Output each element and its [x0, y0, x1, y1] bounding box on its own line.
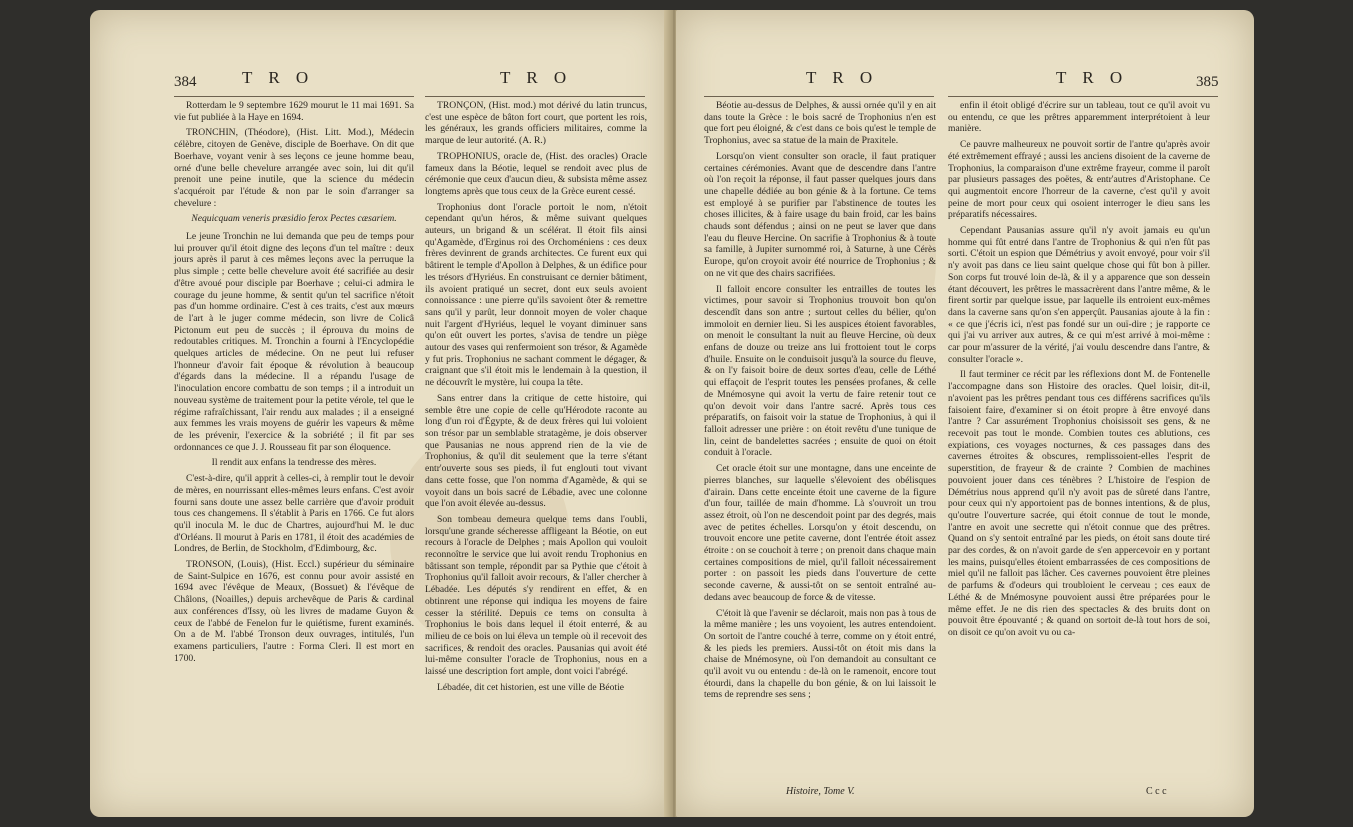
- paragraph: C'étoit là que l'avenir se déclaroit, mais non pas à tous de la même manière ; les uns voyoient, les autres entendoient. On sortoit de l'antre couché à terre, comme on y étoit entré, & les pieds les premiers. Aussi-tôt on étoit mis dans la chaise de Mnémosyne, où l'on demandoit au consultant ce qu'il avoit vu ou entendu : de-là on le ramenoit, encore tout étourdi, dans la chapelle du bon génie, & on lui laissoit le tems de reprendre ses sens ;: [704, 607, 936, 701]
- paragraph: Il faut terminer ce récit par les réflexions dont M. de Fontenelle l'accompagne dans son Histoire des oracles. Quel loisir, dit-il, n'avoient pas les prêtres pendant tous ces différens sacrifices qu'ils faisoient faire, d'examiner si on étoit propre à être envoyé dans l'antre ? Car assurément Trophonius choisissoit ses gens, & ne recevoit pas tout le monde. Combien toutes ces ablutions, ces expiations, ces voyages nocturnes, & ces passages dans des cavernes étroites & obscures, remplissoient-elles l'esprit de superstition, de frayeur & de crainte ? Combien de machines pouvoient jouer dans ces ténèbres ? L'histoire de l'espion de Démétrius nous apprend qu'il n'y avoit pas de sûreté dans l'antre, pour ceux qui n'y apportoient pas de bonnes intentions, & de plus, qu'outre l'ouverture sacrée, qui étoit connue de tout le monde, l'antre en avoit une secrette qui n'étoit connue que des prêtres. Quand on s'y sentoit entraîné par les pieds, on étoit sans doute tiré par des cordes, & on n'avoit garde de s'en appercevoir en y portant les mains, puisqu'elles étoient embarrassées de ces compositions de miel qu'il ne falloit pas lâcher. Ces cavernes pouvoient être pleines de parfums & d'odeurs qui troubloient le cerveau ; ces eaux de Léthé & de Mnémosyne pouvoient aussi être préparées pour le même effet. Je ne dis rien des spectacles & des bruits dont on pouvoit être épouvanté ; & quand on sortoit de-là tout hors de soi, on disoit ce qu'on avoit vu ou ca-: [948, 369, 1210, 638]
- paragraph: Cet oracle étoit sur une montagne, dans une enceinte de pierres blanches, sur laquelle s'élevoient des obélisques d'airain. Dans cette enceinte étoit une caverne de la figure d'un four, taillée de main d'homme. Là s'ouvroit un trou assez étroit, où l'on ne descendoit point par des degrés, mais avec de petites échelles. Lorsqu'on y étoit descendu, on trouvoit encore une petite caverne, dont l'entrée étoit assez étroite : on se couchoit à terre ; on prenoit dans chaque main certaines compositions de miel, qu'il falloit nécessairement porter : on passoit les pieds dans l'ouverture de cette seconde caverne, & aussi-tôt on se sentoit entraîné au-dedans avec beaucoup de force & de vitesse.: [704, 463, 936, 603]
- paragraph: Son tombeau demeura quelque tems dans l'oubli, lorsqu'une grande sécheresse affligeant la Béotie, on eut recours à l'oracle de Delphes ; mais Apollon qui vouloit reconnoître le service que lui avoit rendu Trophonius en bâtissant son temple, répondit par sa Pythie que c'étoit à Trophonius qu'il falloit avoir recours, & l'aller chercher à Lébadée. Les députés s'y rendirent en effet, & en obtinrent une réponse qui indiqua les moyens de faire cesser la stérilité. Depuis ce tems on consulta à Trophonius le bois dans lequel il étoit enterré, & au milieu de ce bois on lui éleva un temple où il recevoit des sacrifices, & rendoit des oracles. Pausanias qui avoit été lui-même consulter l'oracle de Trophonius, nous en a laissé une description fort ample, dont voici l'abrégé.: [425, 513, 647, 678]
- left-column-2: [425, 100, 647, 697]
- signature-title: Histoire, Tome V.: [786, 786, 855, 797]
- paragraph: enfin il étoit obligé d'écrire sur un tableau, tout ce qu'il avoit vu ou entendu, ce que les prêtres apparemment interprétoient à leur manière.: [948, 100, 1210, 135]
- paragraph: Il falloit encore consulter les entrailles de toutes les victimes, pour savoir si Trophonius trouvoit bon qu'on descendît dans son antre ; surtout celles du bélier, qu'on immoloit en dernier lieu. Si les auspices étoient favorables, on menoit le consultant la nuit au fleuve Hercine, où deux enfans de douze ou treize ans lui frottoient tout le corps d'huile. Ensuite on le conduisoit jusqu'à la source du fleuve, & on l'y faisoit boire de deux sortes d'eau, celle de Léthé qui effaçoit de l'esprit toutes les pensées profanes, & celle de Mnémosyne qui avoit la vertu de faire retenir tout ce qu'on devoit voir dans l'antre sacré. Après tous ces préparatifs, on faisoit voir la statue de Trophonius, à qui il falloit adresser une prière : on étoit revêtu d'une tunique de lin, ceint de bandelettes sacrées ; ensuite de quoi on étoit conduit à l'oracle.: [704, 283, 936, 459]
- right-column-1: [704, 100, 936, 705]
- header-rule: [704, 96, 934, 97]
- left-folio: 384: [174, 74, 197, 90]
- left-header-1: T R O: [242, 68, 315, 87]
- left-page: [90, 10, 670, 817]
- right-header-1: T R O: [806, 68, 879, 87]
- paragraph: Béotie au-dessus de Delphes, & aussi ornée qu'il y en ait dans toute la Grèce : le bois sacré de Trophonius n'en est que fort peu éloigné, & c'est dans ce bois qu'est le temple de Trophonius, avec sa statue de la main de Praxitele.: [704, 100, 936, 147]
- paragraph: TRONÇON, (Hist. mod.) mot dérivé du latin truncus, c'est une espèce de bâton fort court, que portent les rois, les généraux, les grands officiers militaires, comme la marque de leur autorité. (A. R.): [425, 100, 647, 147]
- left-column-1: [174, 100, 414, 668]
- latin-quote: Nequicquam veneris præsidio ferox Pectes cæsariem.: [191, 213, 397, 225]
- paragraph: Ce pauvre malheureux ne pouvoit sortir de l'antre qu'après avoir été extrêmement effrayé ; aussi les anciens disoient de la caverne de Trophonius, la comparaison d'une extrême frayeur, comme il paroît par plusieurs passages des poëtes, & entr'autres d'Aristophane. Ce qui augmentoit encore l'horreur de la caverne, c'est qu'il y avoit peine de mort pour ceux qui osoient interroger le dieu sans les préparatifs nécessaires.: [948, 139, 1210, 221]
- paragraph: Le jeune Tronchin ne lui demanda que peu de temps pour lui prouver qu'il étoit digne des leçons d'un tel maître : deux jours après il parut à ces mêmes leçons avec la perruque la plus simple ; cette belle chevelure avoit été sacrifiée au desir d'être avoué pour disciple par Boerhave ; celui-ci admira le courage du jeune homme, & sentit qu'un tel sacrifice n'étoit pas d'un homme ordinaire. C'est à ces traits, c'est aux mœurs de l'art à le juger comme médecin, son livre de Colicâ Pictonum eut peu de succès ; il éprouva du moins de redoutables critiques. M. Tronchin a fourni à l'Encyclopédie quelques articles de médecine. On ne peut lui refuser l'honneur d'avoir fait époque & révolution à beaucoup d'égards dans la médecine. Il a répandu l'usage de l'inoculation encore combattu de son temps ; il a introduit un nouveau système de traitement pour la petite vérole, tel que le régime rafraîchissant, l'air rendu aux malades ; il a enseigné aux femmes les vrais moyens de guérir les vapeurs & même de les prévenir, l'exercice & la sobriété ; il fit par ses ordonnances ce que J. J. Rousseau fit par son éloquence.: [174, 231, 414, 453]
- signature-mark: C c c: [1146, 786, 1167, 797]
- paragraph: Rotterdam le 9 septembre 1629 mourut le 11 mai 1691. Sa vie fut publiée à la Haye en 1694.: [174, 100, 414, 123]
- paragraph: Il rendit aux enfans la tendresse des mères.: [211, 457, 377, 469]
- paragraph: Lorsqu'on vient consulter son oracle, il faut pratiquer certaines cérémonies. Avant que de descendre dans l'antre où l'on reçoit la réponse, il faut passer quelques jours dans une chapelle dédiée au bon génie & à la fortune. Ce tems est employé à se purifier par l'abstinence de toutes les choses illicites, & à faire usage du bain froid, car les bains chauds sont défendus ; ainsi on ne peut se laver que dans l'eau du fleuve Hercine. On sacrifie à Trophonius & à toute sa famille, à Jupiter surnommé roi, à Saturne, à une Cérès Europe, qu'on croyoit avoir été nourrice de Trophonius ; & on ne vit que des chairs sacrifiées.: [704, 150, 936, 279]
- right-folio: 385: [1196, 74, 1219, 90]
- left-header-2: T R O: [500, 68, 573, 87]
- paragraph: TROPHONIUS, oracle de, (Hist. des oracles) Oracle fameux dans la Béotie, lequel se rendoit avec plus de cérémonie que ceux d'aucun dieu, & subsista même assez longtems après que tous ceux de la Grèce eurent cessé.: [425, 150, 647, 197]
- header-rule: [948, 96, 1218, 97]
- paragraph: C'est-à-dire, qu'il apprit à celles-ci, à remplir tout le devoir de mères, en nourrissant elles-mêmes leurs enfans. C'est avoir fourni sans doute une assez belle carrière que d'avoir produit tous ces changemens. Il s'établit à Paris en 1766. Ce fut alors qu'il inocula M. le duc de Chartres, aujourd'hui M. le duc d'Orléans. Il mourut à Paris en 1781, il étoit des académies de Londres, de Berlin, de Stockholm, d'Edimbourg, &c.: [174, 473, 414, 555]
- right-header-2: T R O: [1056, 68, 1129, 87]
- paragraph: Cependant Pausanias assure qu'il n'y avoit jamais eu qu'un homme qui fût entré dans l'antre de Trophonius & qui n'en fût pas sorti. C'étoit un espion que Démétrius y avoit envoyé, pour voir s'il n'y avoit pas dans ce lieu saint quelque chose qui fût bon à piller. Son corps fut trouvé loin de-là, & il y a apparence que son dessein étant découvert, les prêtres le massacrèrent dans l'antre même, & le firent sortir par quelque issue, par laquelle ils entroient eux-mêmes dans la caverne sans qu'on s'en apperçût. Pausanias ajoute à la fin : « ce que j'écris ici, n'est pas fondé sur un ouï-dire ; je rapporte ce qui j'ai vu arriver aux autres, & ce qui m'est arrivé à moi-même : car pour m'assurer de la vérité, j'ai voulu descendre dans l'antre, & consulter l'oracle ».: [948, 225, 1210, 365]
- paragraph: TRONCHIN, (Théodore), (Hist. Litt. Mod.), Médecin célèbre, citoyen de Genève, disciple de Boerhave. On dit que Boerhave, voyant venir à ses leçons ce jeune homme beau, orné d'une belle chevelure arrangée avec soin, lui dit qu'il prenoit une peine inutile, que la science du médecin s'acquéroit par l'étude & non par le soin d'arranger sa chevelure :: [174, 127, 414, 209]
- header-rule: [425, 96, 645, 97]
- paragraph: Sans entrer dans la critique de cette histoire, qui semble être une copie de celle qu'Hérodote raconte au long d'un roi d'Égypte, & de deux frères qui lui voloient son trésor par un semblable stratagème, je dois observer que Pausanias ne nous apprend rien de la vie de Trophonius, & qu'il dit seulement que la terre s'étant entr'ouverte sous ses pieds, il fut englouti tout vivant dans cette fosse, que l'on nomma d'Agamède, & qui se voyoit dans un bois sacré de Lébadie, avec une colonne que l'on avoit élevée au-dessus.: [425, 392, 647, 510]
- paragraph: Lébadée, dit cet historien, est une ville de Béotie: [437, 681, 625, 693]
- header-rule: [174, 96, 414, 97]
- paragraph: TRONSON, (Louis), (Hist. Eccl.) supérieur du séminaire de Saint-Sulpice en 1676, est connu pour avoir assisté en 1694 avec l'évêque de Meaux, (Bossuet) & l'évêque de Châlons, (Noailles,) depuis archevêque de Paris & cardinal aux conférences d'Issy, où les livres de madame Guyon & ceux de l'abbé de Fenelon fur le quiétisme, furent examinés. On a de M. l'abbé Tronson deux ouvrages, intitulés, l'un examens particuliers, l'autre : Forma Cleri. Il est mort en 1700.: [174, 559, 414, 664]
- right-column-2: [948, 100, 1210, 643]
- right-page: [676, 10, 1254, 817]
- paragraph: Trophonius dont l'oracle portoit le nom, n'étoit cependant qu'un héros, & même suivant quelques auteurs, un brigand & un scélérat. Il étoit fils ainsi qu'Agamède, d'Erginus roi des Orchoméniens : ces deux frères devinrent de grands architectes. Ce furent eux qui bâtirent le temple d'Apollon à Delphes, & un édifice pour les trésors d'Hyriéus. En construisant ce dernier bâtiment, ils avoient pratiqué un secret, dont eux seuls avoient connoissance : une pierre qu'ils savoient ôter & remettre sans qu'il y parût, leur donnoit moyen de voler chaque nuit l'argent d'Hyriéus, lequel le voyant diminuer sans qu'on eût ouvert les portes, s'avisa de tendre un piège autour des vases qui renfermoient son trésor, & Agamède y fut pris. Trophonius ne sachant comment le dégager, & craignant que s'il étoit mis le lendemain à la question, il ne découvrît le mystère, lui coupa la tête.: [425, 201, 647, 389]
